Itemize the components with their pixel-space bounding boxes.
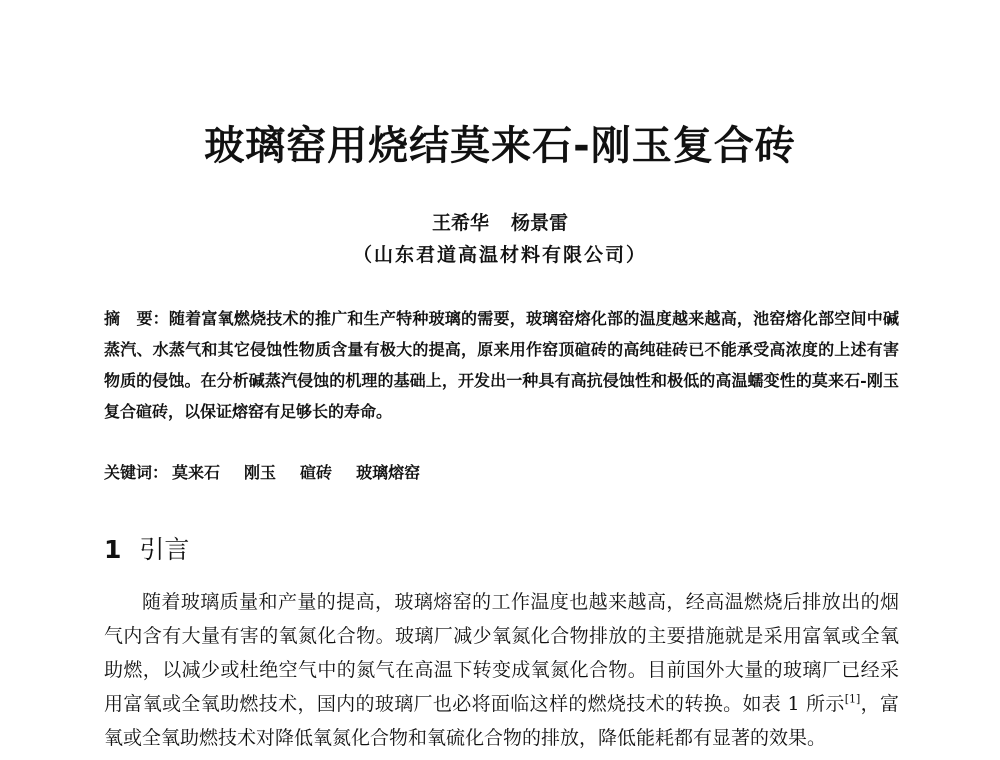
author-affiliation: （山东君道高温材料有限公司） [352,244,647,266]
author-name: 王希华 [431,212,489,234]
paragraph-text: 随着玻璃质量和产量的提高，玻璃熔窑的工作温度也越来越高，经高温燃烧后排放出的烟气内含有大量有害的氧氮化合物。玻璃厂减少氧氮化合物排放的主要措施就是采用富氧或全氧助燃，以减少或杜绝空气中的氮气在高温下转变成氧氮化合物。目前国外大量的玻璃厂已经采用富氧或全氧助燃技术，国内的玻璃厂也必将面临这样的燃烧技术的转换。如表 1 所示 [104,591,899,715]
section-heading-introduction [104,532,189,568]
abstract [104,303,899,427]
keyword: 刚玉 [244,463,277,482]
author-name: 杨景雷 [511,212,569,234]
keywords [104,458,899,488]
abstract-label: 摘 要： [104,309,169,328]
keywords-label: 关键词： [104,463,169,482]
paragraph-text-continued: ，富氧或全氧助燃技术对降低氧氮化合物和氧硫化合物的排放，降低能耗都有显著的效果。 [104,693,899,749]
keyword: 莫来石 [172,463,221,482]
keyword: 碹砖 [300,463,333,482]
paper-title: 玻璃窑用烧结莫来石-刚玉复合砖 [204,123,796,169]
section-number: 1 [104,535,122,564]
citation-marker[interactable]: [1] [844,692,861,706]
abstract-text: 随着富氧燃烧技术的推广和生产特种玻璃的需要，玻璃窑熔化部的温度越来越高，池窑熔化部空间中碱蒸汽、水蒸气和其它侵蚀性物质含量有极大的提高，原来用作窑顶碹砖的高纯硅砖已不能承受高浓度的上述有害物质的侵蚀。在分析碱蒸汽侵蚀的机理的基础上，开发出一种具有高抗侵蚀性和极低的高温蠕变性的莫来石-刚玉复合碹砖，以保证熔窑有足够长的寿命。 [104,309,899,421]
introduction-paragraph [104,585,899,755]
author-list [0,209,1000,237]
keyword: 玻璃熔窑 [356,463,421,482]
section-title: 引言 [139,535,190,564]
